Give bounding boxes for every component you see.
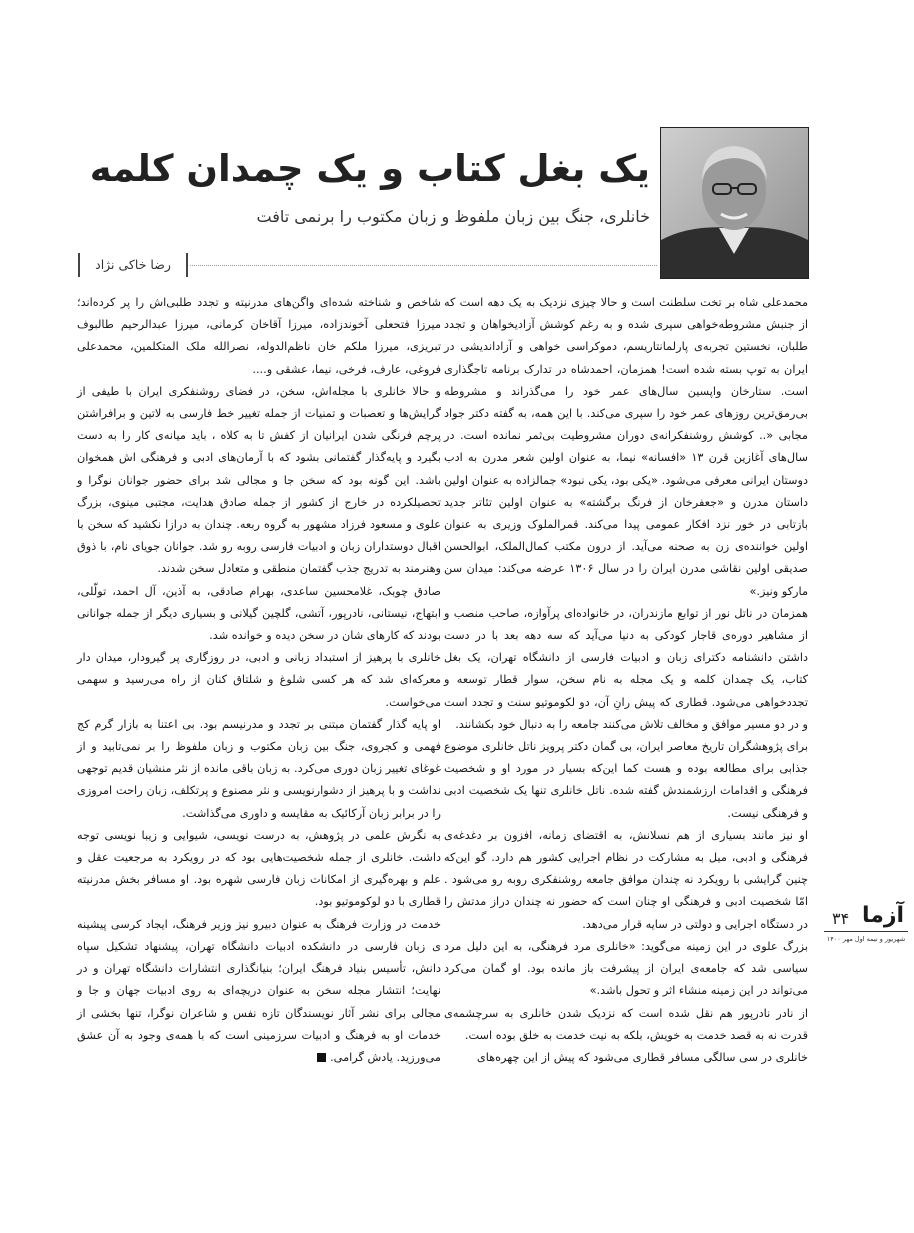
paragraph: برای پژوهشگران تاریخ معاصر ایران، بی گمان دکتر پرویز ناتل خانلری موضوع جذابی برای مطالعه بوده و هست کما این‌که بسیار در مورد او و شخصیت فرهنگی و اقدامات ارزشمندش گفته شده. ناتل خانلری تنها یک شخصیت ادبی و فرهنگی نیست.	[444, 740, 808, 820]
paragraph: به نگرش علمی در پژوهش، به درست نویسی، شیوایی و زیبا نویسی توجه داشت. خانلری از جمله شخصیت‌هایی بود که در رویکرد به مرجعیت عقل و علم و بهره‌گیری از امکانات زبان فارسی شهره بود. او مسافر بخش مدرنیته قطاری با دو لوکوموتیو بود.	[77, 828, 441, 909]
byline-divider	[190, 265, 657, 266]
paragraph: محمدعلی شاه بر تخت سلطنت است و حالا چیزی نزدیک به یک دهه است که از جنبش مشروطه‌خواهی سپری شده و به رغم کوشش آزادیخواهان و تجدد طلبان، نخستین تجربه‌ی پارلمانتاریسم، دموکراسی خواهی و آزاداندیشی در ایران به توپ بسته شده است! همزمان، احمدشاه در تدارک برنامه تاجگذاری است. ستارخان واپسین سال‌های عمر خود را می‌گذراند و مشروطه بی‌رمق‌ترین روزهای عمر خود را سپری می‌کند. با این همه، به گفته دکتر جواد مجابی «.. کوشش روشنفکرانه‌ی دوران مشروطیت بی‌ثمر نمانده است. در سال‌های آغازین قرن ۱۳ «افسانه» نیما، به عنوان اولین شعر مدرن به ادب دوستان ایرانی معرفی می‌شود. «یکی بود، یکی نبود» جمالزاده به عنوان اولین داستان مدرن و «جعفرخان از فرنگ برگشته» به عنوان اولین تئاتر جدید بازتابی در خور نزد افکار عمومی پیدا می‌کند. قمرالملوک وزیری به عنوان اولین خواننده‌ی زن به صحنه می‌آید. از درون مکتب کمال‌الملک، ابوالحسن صدیقی اولین نقاشی مدرن ایران را در سال ۱۳۰۶ عرضه می‌کند: میدان سن مارکو ونیز.»	[444, 296, 808, 598]
paragraph: خانلری در سی سالگی مسافر قطاری می‌شود که پیش از این چهره‌های	[476, 1050, 808, 1064]
article-title: یک بغل کتاب و یک چمدان کلمه	[89, 147, 650, 190]
page-number: ۳۴	[832, 909, 850, 928]
article-column-left	[77, 292, 441, 1069]
end-of-article-square-icon	[317, 1053, 326, 1062]
paragraph-text: خدمت در وزارت فرهنگ به عنوان دبیرو نیز وزیر فرهنگ، ایجاد کرسی پیشینه ی زبان فارسی در دانشکده ادبیات دانشگاه تهران، پیشنهاد تشکیل سپاه دانش، تأسیس بنیاد فرهنگ ایران؛ بنیانگذاری انتشارات دانشگاه تهران و در نهایت؛ انتشار مجله سخن به عنوان دریچه‌ای به روی ادبیات جهان و جا و مجالی برای نشر آثار نویسندگان تازه نفس و شاعران نوگرا، تنها بخشی از خدمات او به فرهنگ و ادبیات سرزمینی است که با همه‌ی وجود به آن عشق می‌ورزید. یادش گرامی.	[77, 917, 441, 1064]
author-byline: رضا خاکی نژاد	[78, 253, 188, 277]
author-portrait-photo	[660, 127, 809, 279]
paragraph: بزرگ علوی در این زمینه می‌گوید: «خانلری مرد فرهنگی، به این دلیل مرد سیاسی شد که جامعه‌ی ایران از پیشرفت باز مانده بود. او گمان می‌کرد می‌تواند در این زمینه منشاء اثر و تحول باشد.»	[444, 939, 808, 998]
paragraph: و حالا خانلری با مجله‌اش، سخن، در فضای روشنفکری ایران با طیفی از گرایش‌ها و تعصبات و تمنیات از جمله تغییر خط فارسی به لاتین و برافراشتن پرچم فرنگی شدن ایرانیان از کفش تا به کلاه ، باید میانه‌ی کار را به دست بگیرد و پایه‌گذار گفتمانی بشود که با آرمان‌های ادبی و فرهنگی اش همخوان باشد. این گونه بود که سخن جا و مجالی شد برای حضور جوانان نوگرا و تحصیلکرده در خارج از کشور از جمله صادق هدایت، مجتبی مینوی، بزرگ علوی و مسعود فرزاد مشهور به گروه ربعه. چندان به درازا نکشید که سخن با اقبال دوستداران زبان و ادبیات فارسی روبه رو شد. جوانان جویای نام، با ذوق وهنرمند به تدریج جذب گفتمان منطقی و متعادل سخن شدند.	[77, 384, 441, 576]
paragraph: او نیز مانند بسیاری از هم نسلانش، به اقتضای زمانه، افزون بر دغدغه‌ی فرهنگی و ادبی، میل به مشارکت در نظام اجرایی کشور هم دارد. گو این‌که چنین گرایشی با رویکرد نه چندان موافق جامعه روشنفکری روبه رو می‌شود . امّا شخصیت ادبی و فرهنگی او چنان است که حضور نه چندان دراز مدتش را در دستگاه اجرایی و دولتی در سایه قرار می‌دهد.	[444, 828, 808, 931]
issue-date: شهریور و نیمه اول مهر ۱۴۰۰	[826, 935, 906, 943]
article-column-right	[444, 292, 808, 1069]
article-subtitle: خانلری، جنگ بین زبان ملفوظ و زبان مکتوب را برنمی تافت	[256, 207, 650, 226]
paragraph: صادق چوبک، غلامحسین ساعدی، بهرام صادقی، به آذین، آل احمد، تولّلی، ابتهاج، نیستانی، نادرپور، آتشی، گلچین گیلانی و بسیاری دیگر از جمله جوانانی بودند که کارهای شان در سخن دیده و خوانده شد.	[77, 584, 441, 643]
paragraph: خانلری با پرهیز از استبداد زبانی و ادبی، در روزگاری پر گیرودار، میدان دار معرکه‌ای شد که هر کسی شلوغ و شلتاق کنان از راه می‌رسید و سهمی می‌خواست.	[77, 651, 441, 709]
paragraph: از نادر نادرپور هم نقل شده است که نزدیک شدن خانلری به سرچشمه‌ی قدرت نه به قصد خدمت به خویش، بلکه به نیت خدمت به خلق بوده است.	[444, 1006, 808, 1042]
paragraph: او پایه گذار گفتمان مبتنی بر تجدد و مدرنیسم بود. بی اعتنا به بازار گرم کج فهمی و کجروی، جنگ بین زبان مکتوب و زبان ملفوظ را بر نمی‌تابید و از غوغای تغییر زبان دوری می‌کرد. به زبان باقی مانده از نثر منشیان قدیم توجهی نداشت و با پرهیز از دشوارنویسی و نثر مصنوع و پرتکلف، زبان راحت امروزی را در برابر زبان آرکائیک به مقایسه و داوری می‌گذاشت.	[77, 717, 441, 820]
magazine-logo: آزما	[862, 903, 905, 928]
paragraph: همزمان در ناتل نور از توابع مازندران، در خانواده‌ای پرآوازه، صاحب منصب و از مشاهیر دوره‌ی قاجار کودکی به دنیا می‌آید که سه دهه بعد با در دست داشتن دانشنامه دکترای زبان و ادبیات فارسی از دانشگاه تهران، یک بغل کتاب، یک چمدان کلمه و یک مجله به نام سخن، سوار قطار توسعه و تجددخواهی می‌شود. قطاری که پیش رانِ آن، دو لکوموتیو سنت و تجدد است و در دو مسیر موافق و مخالف تلاش می‌کنند جامعه را به دنبال خود بکشانند.	[444, 606, 808, 731]
final-paragraph	[77, 914, 441, 1069]
folio-divider	[824, 931, 908, 932]
paragraph: شاخص و شناخته شده‌ای واگن‌های مدرنیته و تجدد طلبی‌اش را پر کرده‌اند؛ میرزا فتحعلی آخوندزاده، میرزا آقاخان کرمانی، میرزا عبدالرحیم طالبوف تبریزی، میرزا ملکم خان ناظم‌الدوله، نصرالله ملک المتکلمین، محمدعلی فروغی، عارف، فرخی، نیما، عشقی و....	[77, 296, 441, 376]
portrait-image	[661, 128, 808, 278]
